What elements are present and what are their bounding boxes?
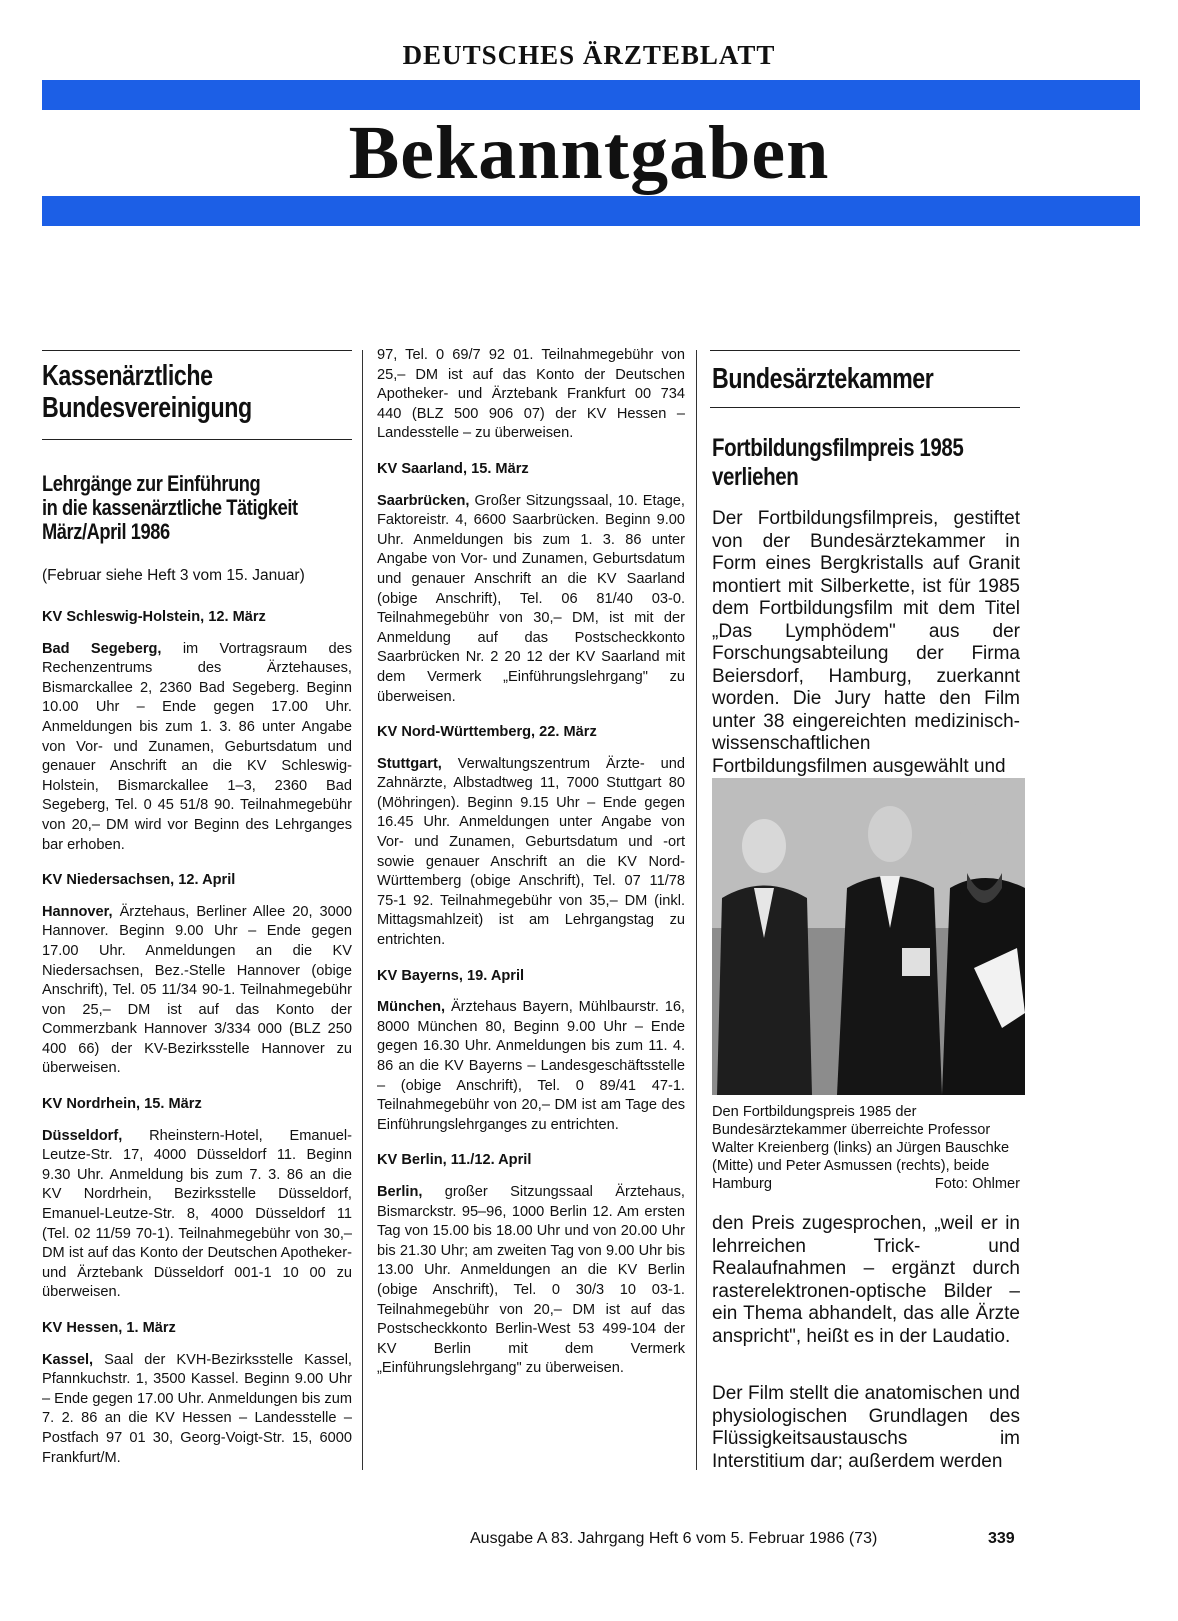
article-note: (Februar siehe Heft 3 vom 15. Januar) — [42, 567, 305, 584]
column-1-top-rule — [42, 350, 352, 351]
section-heading: KV Hessen, 1. März — [42, 1320, 176, 1336]
section-heading: KV Bayerns, 19. April — [377, 967, 525, 984]
org-title-kbv — [42, 360, 346, 424]
city-name: Kassel, — [42, 1351, 94, 1368]
city-name: Hannover, — [42, 903, 113, 920]
photo-caption — [712, 1103, 1020, 1193]
caption-text: Den Fortbildungspreis 1985 der Bundesärztekammer überreichte Professor Walter Kreienberg (links) an Jürgen Bauschke (Mitte) und Peter Asmussen (rechts), beide Hamburg — [712, 1104, 1010, 1192]
section-heading: KV Niedersachsen, 12. April — [42, 872, 236, 889]
org-title-baek: Bundesärztekammer — [712, 363, 934, 395]
city-name: Düsseldorf, — [42, 1127, 123, 1144]
column-3-title-rule — [710, 407, 1020, 408]
footer-edition: Ausgabe A 83. Jahrgang Heft 6 vom 5. Februar 1986 (73) — [470, 1530, 878, 1547]
section-heading: KV Nord-Württemberg, 22. März — [377, 724, 597, 741]
section-body: Ärztehaus Bayern, Mühlbaurstr. 16, 8000 München 80, Beginn 9.00 Uhr – Ende gegen 16.30 Uhr. Anmeldungen bis zum 11. 4. 86 an die KV Bayerns – Landesgeschäftsstelle – (obige Anschrift), Tel. 0 89/41 47-1. Teilnahmegebühr von 20,– DM ist am Tage des Einführungslehrganges zu entrichten. — [377, 999, 685, 1133]
section-text — [377, 755, 685, 951]
column-1-body — [42, 608, 352, 1468]
city-name: Saarbrücken, — [377, 492, 470, 509]
column-divider-1 — [362, 350, 363, 1470]
article-title-line: März/April 1986 — [42, 519, 170, 544]
section-heading: KV Saarland, 15. März — [377, 460, 529, 477]
column-2-body — [377, 346, 685, 1379]
section-body: Rheinstern-Hotel, Emanuel-Leutze-Str. 17, 4000 Düsseldorf 11. Beginn 9.30 Uhr. Anmeldung bis zum 7. 3. 86 an die KV Nordrhein, Bezirksstelle Düsseldorf, Emanuel-Leutze-Str. 8, 4000 Düsseldorf 11 (Tel. 02 11/59 70-1). Teilnahmegebühr von 30,– DM ist auf das Konto der Deutschen Apotheker- und Ärztebank Düsseldorf 001-1 10 00 zu überweisen. — [42, 1127, 352, 1301]
section-body: Ärztehaus, Berliner Allee 20, 3000 Hannover. Beginn 9.00 Uhr – Ende gegen 17.00 Uhr. Anmeldungen an die KV Niedersachsen, Bez.-Stelle Hannover (obige Anschrift), Tel. 05 11/34 90-1. Teilnahmegebühr von 25,– DM ist auf das Konto der Commerzbank Hannover 3/334 000 (BLZ 250 400 66) der KV-Bezirksstelle Hannover zu überweisen. — [42, 903, 352, 1077]
article-title-line: Lehrgänge zur Einführung — [42, 471, 261, 496]
column-1-title-rule — [42, 439, 352, 440]
section-text — [42, 640, 352, 856]
section-text — [377, 998, 685, 1135]
article-title-line: in die kassenärztliche Tätigkeit — [42, 495, 298, 520]
section-body: Großer Sitzungssaal, 10. Etage, Faktoreistr. 4, 6600 Saarbrücken. Beginn 9.00 Uhr. Anmeldungen bis zum 1. 3. 86 unter Angabe von Vor- und Zunamen, Geburtsdatum und genauer Anschrift an die KV Saarland (obige Anschrift), Tel. 06 81/40 03-0. Teilnahmegebühr von 30,– DM, ist mit der Anmeldung auf das Postscheckkonto Saarbrücken Nr. 2 20 12 der KV Saarland mit dem Vermerk „Einführungslehrgang" zu überweisen. — [377, 492, 685, 705]
section-body: großer Sitzungssaal Ärztehaus, Bismarckstr. 95–96, 1000 Berlin 12. Am ersten Tag von 15.00 bis 18.00 Uhr und von 20.00 Uhr bis 21.30 Uhr; am zweiten Tag von 9.00 Uhr bis 13.00 Uhr. Anmeldungen an die KV Berlin (obige Anschrift), Tel. 0 30/3 10 03-1. Teilnahmegebühr von 20,– DM ist auf das Postscheckkonto Berlin-West 53 499-104 der KV Berlin mit dem Vermerk „Einführungslehrgang" zu überweisen. — [377, 1183, 685, 1377]
award-photo-illustration — [712, 778, 1025, 1095]
city-name: Bad Segeberg, — [42, 640, 162, 657]
article-title-lehrgaenge — [42, 472, 357, 544]
section-text — [42, 1127, 352, 1303]
section-heading: KV Schleswig-Holstein, 12. März — [42, 609, 266, 625]
org-title-line: Kassenärztliche — [42, 360, 213, 392]
column-3-top-rule — [710, 350, 1020, 351]
column-divider-2 — [696, 350, 697, 1470]
section-text: 97, Tel. 0 69/7 92 01. Teilnahmegebühr von 25,– DM ist auf das Konto der Deutschen Apotheker- und Ärztebank Frankfurt 00 734 440 (BLZ 500 906 07) der KV Hessen – Landesstelle – zu überweisen. — [377, 347, 685, 442]
article-paragraph-1: Der Fortbildungsfilmpreis, gestiftet von der Bundesärztekammer in Form eines Bergkristalls auf Granit montiert mit Silberkette, ist für 1985 dem Fortbildungsfilm mit dem Titel „Das Lymphödem" aus der Forschungsabteilung der Firma Beiersdorf, Hamburg, zuerkannt worden. Die Jury hatte den Film unter 38 eingereichten medizinisch-wissenschaftlichen Fortbildungsfilmen ausgewählt und — [712, 508, 1020, 777]
section-title: Bekanntgaben — [348, 111, 830, 195]
section-body: Saal der KVH-Bezirksstelle Kassel, Pfannkuchstr. 1, 3500 Kassel. Beginn 9.00 Uhr – Ende gegen 17.00 Uhr. Anmeldungen bis zum 7. 2. 86 an die KV Hessen – Landesstelle – Postfach 97 01 30, Georg-Voigt-Str. 15, 6000 Frankfurt/M. — [42, 1351, 352, 1466]
photo-credit: Foto: Ohlmer — [934, 1176, 1020, 1192]
section-text — [377, 1183, 685, 1379]
blue-band-top — [42, 80, 1140, 110]
org-title-line: Bundesvereinigung — [42, 392, 252, 424]
section-text — [42, 903, 352, 1079]
masthead: DEUTSCHES ÄRZTEBLATT — [402, 40, 776, 70]
article-paragraph-3: Der Film stellt die anatomischen und physiologischen Grundlagen des Flüssigkeitsaustauschs im Interstitium dar; außerdem werden — [712, 1383, 1020, 1472]
city-name: Berlin, — [377, 1183, 423, 1200]
section-heading: KV Nordrhein, 15. März — [42, 1096, 202, 1113]
section-text — [42, 1351, 352, 1469]
section-body: im Vortragsraum des Rechenzentrums des Ärztehauses, Bismarckallee 2, 2360 Bad Segeberg. Beginn 10.00 Uhr – Ende gegen 17.00 Uhr. Anmeldungen bis zum 1. 3. 86 unter Angabe von Vor- und Zunamen, Geburtsdatum und genauer Anschrift an die KV Schleswig-Holstein, Bismarckallee 1–3, 2360 Bad Segeberg, Tel. 0 45 51/8 90. Teilnahmegebühr von 20,– DM wird vor Beginn des Lehrganges bar erhoben. — [42, 640, 353, 853]
page-number: 339 — [988, 1530, 1015, 1547]
article-title-line: Fortbildungsfilmpreis 1985 — [712, 434, 964, 462]
article-title-line: verliehen — [712, 463, 799, 491]
article-title-filmpreis — [712, 434, 1028, 492]
section-heading: KV Berlin, 11./12. April — [377, 1152, 532, 1169]
award-photo — [712, 778, 1025, 1095]
blue-band-bottom — [42, 196, 1140, 226]
article-paragraph-2: den Preis zugesprochen, „weil er in lehrreichen Trick- und Realaufnahmen – ergänzt durch rasterelektronen-optische Bilder – ein Thema abhandelt, das alle Ärzte anspricht", heißt es in der Laudatio. — [712, 1213, 1020, 1347]
city-name: München, — [377, 999, 446, 1016]
section-body: Verwaltungszentrum Ärzte- und Zahnärzte, Albstadtweg 11, 7000 Stuttgart 80 (Möhringen). Beginn 9.15 Uhr – Ende gegen 16.45 Uhr. Anmeldungen unter Angabe von Vor- und Zunamen, Geburtsdatum und -ort sowie genauer Anschrift an die KV Nord-Württemberg (obige Anschrift), Tel. 07 11/78 75-1 92. Teilnahmegebühr von 35,– DM (inkl. Mittagsmahlzeit) ist am Lehrgangstag zu entrichten. — [377, 755, 685, 949]
section-text — [377, 492, 685, 708]
city-name: Stuttgart, — [377, 755, 442, 772]
